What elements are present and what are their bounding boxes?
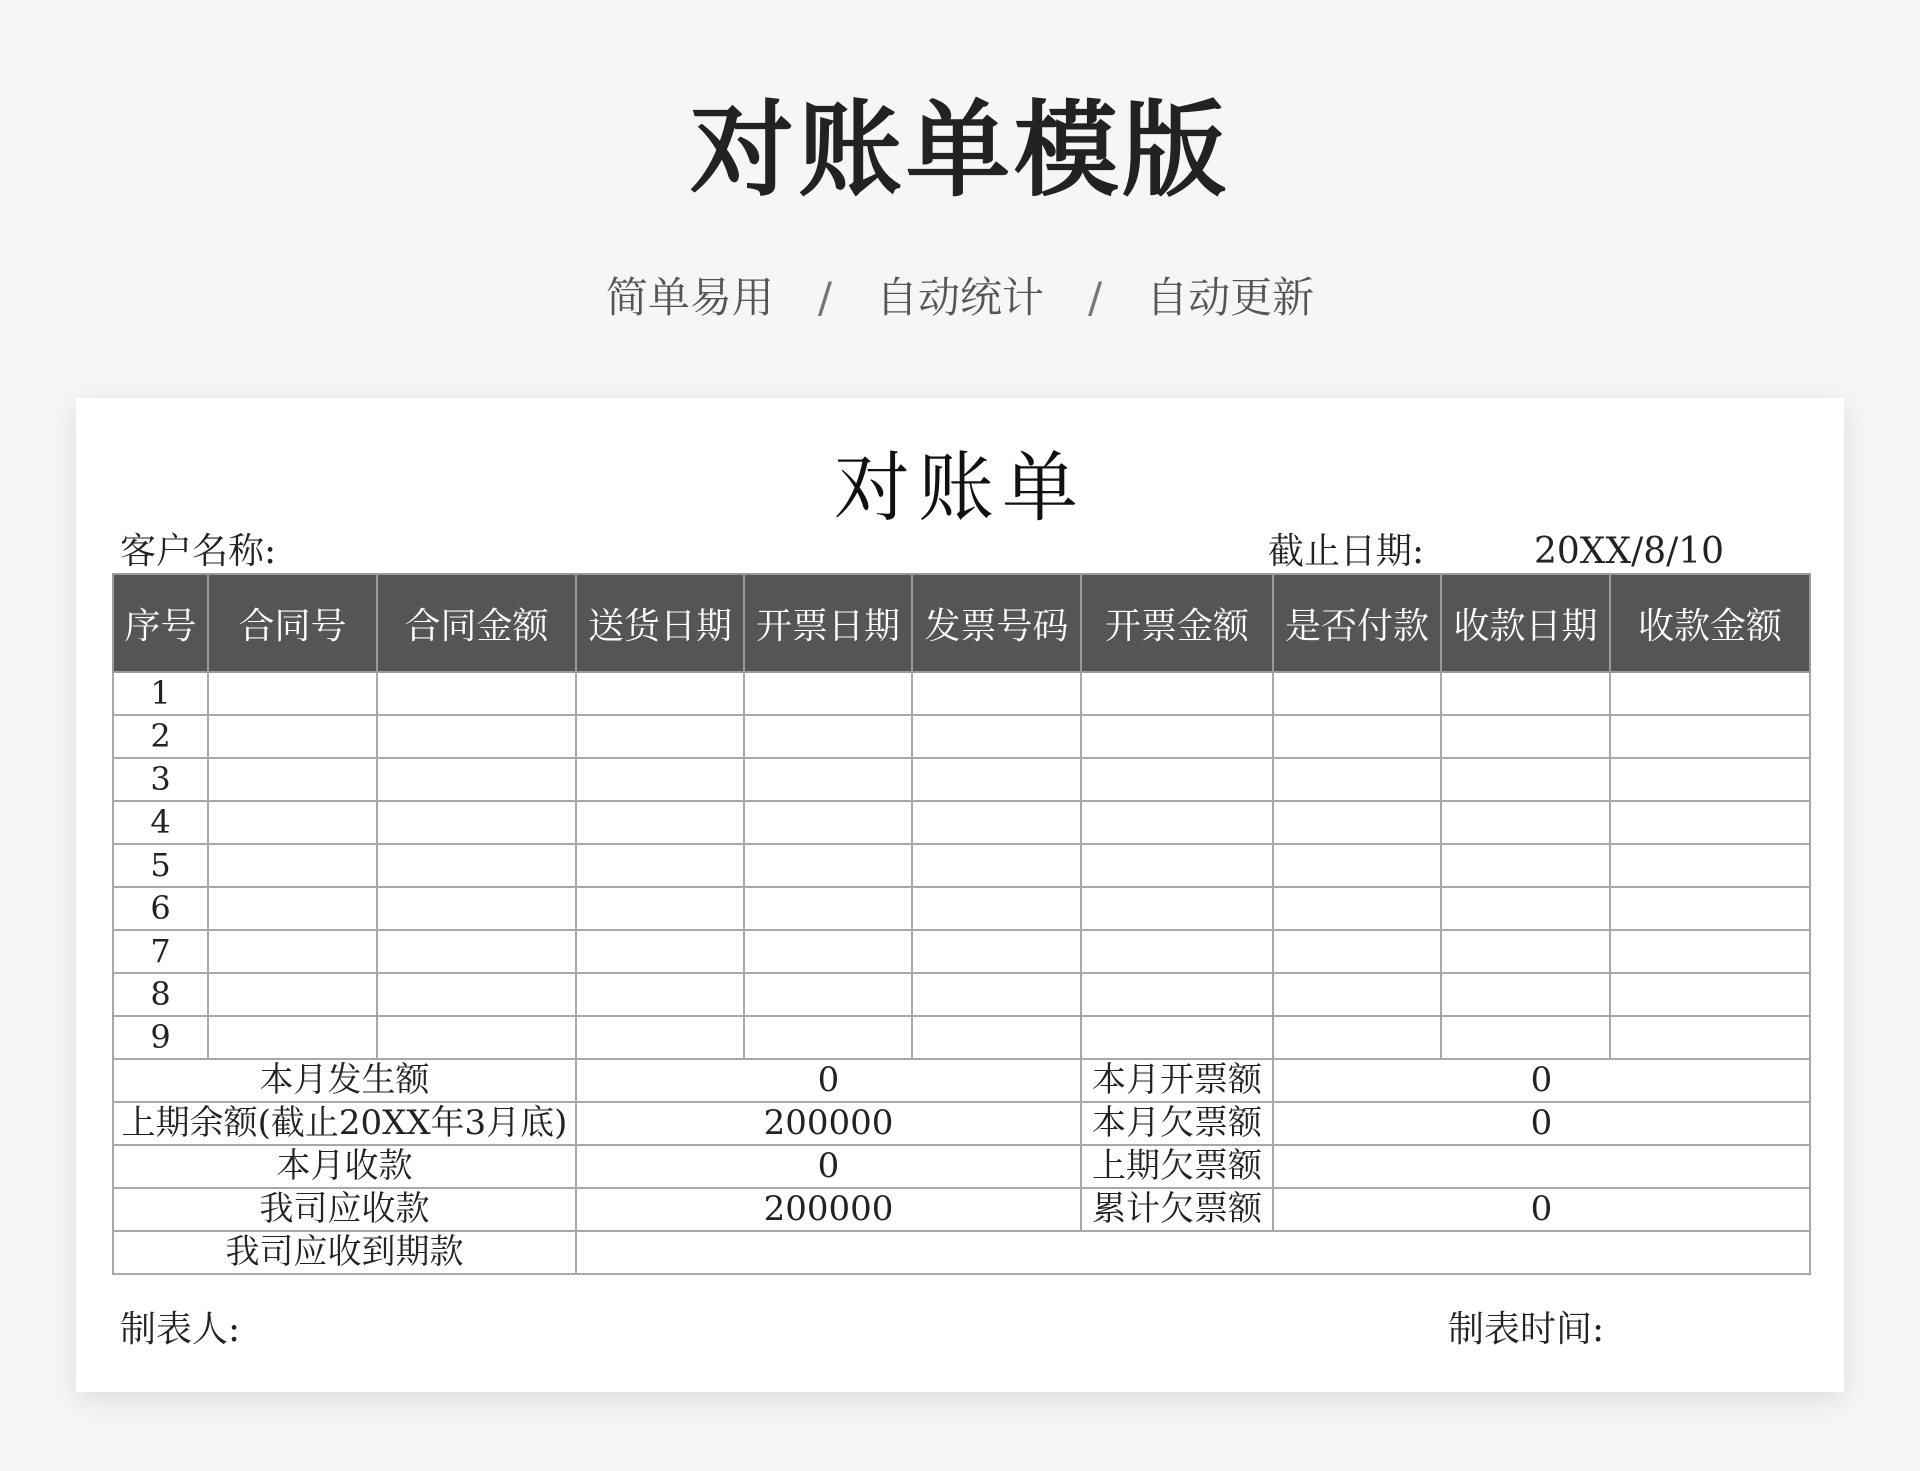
table-cell[interactable]: [576, 672, 744, 715]
table-cell[interactable]: [1081, 672, 1273, 715]
table-cell[interactable]: [1081, 715, 1273, 758]
table-cell[interactable]: [744, 973, 912, 1016]
table-cell[interactable]: [912, 758, 1081, 801]
table-cell[interactable]: [912, 672, 1081, 715]
table-cell[interactable]: [744, 715, 912, 758]
summary-value-prev-owed-invoice[interactable]: [1273, 1145, 1810, 1188]
column-header: 开票金额: [1081, 574, 1273, 672]
statement-preview-card: [76, 398, 1844, 1392]
table-cell[interactable]: [1081, 758, 1273, 801]
table-cell[interactable]: [1273, 1016, 1441, 1059]
row-number: 3: [113, 758, 208, 801]
column-header: 收款金额: [1610, 574, 1810, 672]
summary-row: [113, 1145, 1810, 1188]
table-cell[interactable]: [1441, 973, 1610, 1016]
table-row: [113, 930, 1810, 973]
customer-name-label: 客户名称:: [120, 531, 277, 572]
table-cell[interactable]: [377, 672, 576, 715]
summary-value-month-owed-invoice[interactable]: 0: [1273, 1102, 1810, 1145]
table-cell[interactable]: [1081, 887, 1273, 930]
table-cell[interactable]: [377, 844, 576, 887]
table-cell[interactable]: [208, 758, 377, 801]
table-row: [113, 715, 1810, 758]
table-cell[interactable]: [377, 715, 576, 758]
table-cell[interactable]: [208, 1016, 377, 1059]
table-cell[interactable]: [208, 930, 377, 973]
table-cell[interactable]: [377, 930, 576, 973]
row-number: 7: [113, 930, 208, 973]
summary-label-prev-balance: 上期余额(截止20XX年3月底): [113, 1102, 576, 1145]
table-cell[interactable]: [1610, 758, 1810, 801]
table-cell[interactable]: [1610, 672, 1810, 715]
table-row: [113, 844, 1810, 887]
summary-row: [113, 1059, 1810, 1102]
summary-value-receivable[interactable]: 200000: [576, 1188, 1081, 1231]
table-cell[interactable]: [576, 887, 744, 930]
tagline-auto-update: 自动更新: [1146, 273, 1315, 322]
statement-table: [112, 573, 1811, 1275]
row-number: 8: [113, 973, 208, 1016]
table-cell[interactable]: [744, 844, 912, 887]
tagline-row: [0, 268, 1920, 328]
column-header: 是否付款: [1273, 574, 1441, 672]
table-cell[interactable]: [576, 801, 744, 844]
column-header: 发票号码: [912, 574, 1081, 672]
table-cell[interactable]: [1610, 801, 1810, 844]
summary-value-prev-balance[interactable]: 200000: [576, 1102, 1081, 1145]
summary-label-month-invoice: 本月开票额: [1081, 1059, 1273, 1102]
column-header: 收款日期: [1441, 574, 1610, 672]
table-cell[interactable]: [1441, 887, 1610, 930]
summary-value-month-received[interactable]: 0: [576, 1145, 1081, 1188]
summary-label-due-receivable: 我司应收到期款: [113, 1231, 576, 1274]
table-cell[interactable]: [208, 715, 377, 758]
summary-row: [113, 1188, 1810, 1231]
table-cell[interactable]: [912, 930, 1081, 973]
table-cell[interactable]: [744, 801, 912, 844]
summary-label-month-received: 本月收款: [113, 1145, 576, 1188]
table-cell[interactable]: [744, 887, 912, 930]
table-row: [113, 887, 1810, 930]
row-number: 1: [113, 672, 208, 715]
column-header: 送货日期: [576, 574, 744, 672]
table-cell[interactable]: [1273, 672, 1441, 715]
table-cell[interactable]: [912, 801, 1081, 844]
table-cell[interactable]: [1081, 801, 1273, 844]
table-cell[interactable]: [208, 887, 377, 930]
summary-label-month-amount: 本月发生额: [113, 1059, 576, 1102]
summary-label-month-owed-invoice: 本月欠票额: [1081, 1102, 1273, 1145]
table-header-row: [113, 574, 1810, 672]
row-number: 5: [113, 844, 208, 887]
table-cell[interactable]: [1441, 844, 1610, 887]
summary-value-month-invoice[interactable]: 0: [1273, 1059, 1810, 1102]
table-cell[interactable]: [1273, 973, 1441, 1016]
table-row: [113, 973, 1810, 1016]
table-cell[interactable]: [377, 801, 576, 844]
table-cell[interactable]: [1273, 715, 1441, 758]
summary-value-month-amount[interactable]: 0: [576, 1059, 1081, 1102]
table-cell[interactable]: [1610, 887, 1810, 930]
tagline-easy: 简单易用: [605, 273, 774, 322]
table-cell[interactable]: [744, 672, 912, 715]
table-cell[interactable]: [208, 672, 377, 715]
table-row: [113, 1016, 1810, 1059]
table-cell[interactable]: [912, 715, 1081, 758]
table-cell[interactable]: [1441, 1016, 1610, 1059]
table-cell[interactable]: [1273, 930, 1441, 973]
table-cell[interactable]: [576, 930, 744, 973]
table-cell[interactable]: [576, 1016, 744, 1059]
table-cell[interactable]: [1441, 672, 1610, 715]
table-cell[interactable]: [744, 1016, 912, 1059]
table-cell[interactable]: [912, 973, 1081, 1016]
tagline-separator: /: [1088, 273, 1103, 322]
summary-row: [113, 1231, 1810, 1274]
table-cell[interactable]: [1273, 758, 1441, 801]
table-cell[interactable]: [1610, 715, 1810, 758]
table-cell[interactable]: [1273, 844, 1441, 887]
table-row: [113, 758, 1810, 801]
table-cell[interactable]: [1441, 801, 1610, 844]
cutoff-date-label: 截止日期:: [1268, 531, 1425, 572]
table-cell[interactable]: [1081, 1016, 1273, 1059]
table-cell[interactable]: [1081, 973, 1273, 1016]
table-cell[interactable]: [377, 758, 576, 801]
table-cell[interactable]: [1441, 715, 1610, 758]
table-cell[interactable]: [576, 973, 744, 1016]
column-header: 合同金额: [377, 574, 576, 672]
table-cell[interactable]: [377, 973, 576, 1016]
statement-title: 对账单: [834, 443, 1086, 532]
table-cell[interactable]: [1441, 758, 1610, 801]
maker-label: 制表人:: [120, 1309, 241, 1350]
table-cell[interactable]: [576, 715, 744, 758]
table-cell[interactable]: [1081, 930, 1273, 973]
row-number: 2: [113, 715, 208, 758]
table-row: [113, 672, 1810, 715]
summary-label-cumulative-owed: 累计欠票额: [1081, 1188, 1273, 1231]
table-row: [113, 801, 1810, 844]
table-cell[interactable]: [1273, 887, 1441, 930]
page-title: 对账单模版: [689, 89, 1230, 211]
table-cell[interactable]: [1610, 1016, 1810, 1059]
table-cell[interactable]: [208, 973, 377, 1016]
summary-value-due-receivable[interactable]: [576, 1231, 1810, 1274]
column-header: 序号: [113, 574, 208, 672]
table-cell[interactable]: [912, 844, 1081, 887]
table-cell[interactable]: [912, 887, 1081, 930]
table-cell[interactable]: [744, 758, 912, 801]
table-cell[interactable]: [1610, 844, 1810, 887]
column-header: 合同号: [208, 574, 377, 672]
table-cell[interactable]: [744, 930, 912, 973]
make-time-label: 制表时间:: [1448, 1309, 1605, 1350]
column-header: 开票日期: [744, 574, 912, 672]
summary-label-receivable: 我司应收款: [113, 1188, 576, 1231]
table-cell[interactable]: [208, 844, 377, 887]
table-cell[interactable]: [377, 887, 576, 930]
table-cell[interactable]: [377, 1016, 576, 1059]
row-number: 6: [113, 887, 208, 930]
table-cell[interactable]: [576, 758, 744, 801]
table-cell[interactable]: [912, 1016, 1081, 1059]
summary-row: [113, 1102, 1810, 1145]
tagline-auto-stats: 自动统计: [875, 273, 1044, 322]
table-cell[interactable]: [1273, 801, 1441, 844]
table-cell[interactable]: [576, 844, 744, 887]
summary-value-cumulative-owed[interactable]: 0: [1273, 1188, 1810, 1231]
cutoff-date-value: 20XX/8/10: [1534, 531, 1725, 572]
table-cell[interactable]: [1610, 973, 1810, 1016]
table-cell[interactable]: [1441, 930, 1610, 973]
row-number: 9: [113, 1016, 208, 1059]
table-cell[interactable]: [1610, 930, 1810, 973]
row-number: 4: [113, 801, 208, 844]
table-cell[interactable]: [1081, 844, 1273, 887]
table-cell[interactable]: [208, 801, 377, 844]
summary-label-prev-owed-invoice: 上期欠票额: [1081, 1145, 1273, 1188]
tagline-separator: /: [817, 273, 832, 322]
